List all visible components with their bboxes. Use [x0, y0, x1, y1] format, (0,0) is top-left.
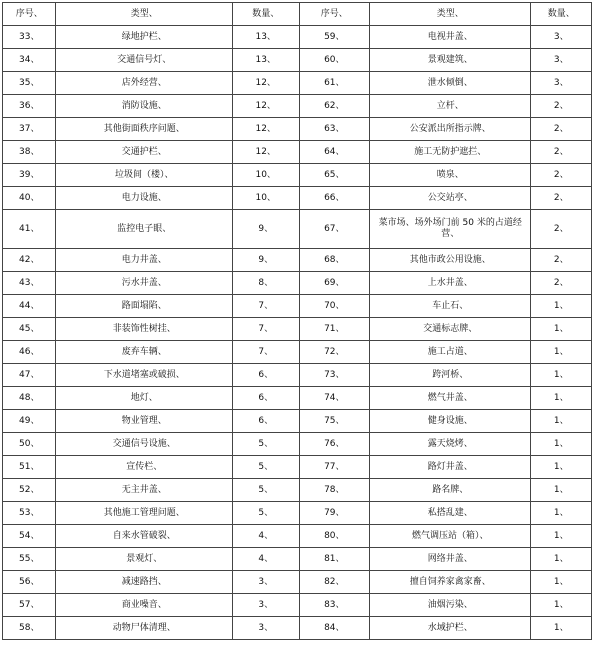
- cell-type-right: 施工无防护遮拦、: [370, 141, 531, 164]
- cell-quantity-right: 1、: [531, 594, 592, 617]
- cell-index-right: 75、: [299, 410, 370, 433]
- cell-quantity-right: 2、: [531, 95, 592, 118]
- cell-quantity-left: 5、: [232, 502, 299, 525]
- cell-index-right: 81、: [299, 548, 370, 571]
- table-row: [3, 272, 592, 295]
- table-row: [3, 210, 592, 249]
- cell-quantity-left: 9、: [232, 249, 299, 272]
- table-row: [3, 95, 592, 118]
- cell-type-right: 施工占道、: [370, 341, 531, 364]
- cell-quantity-right: 1、: [531, 525, 592, 548]
- cell-type-left: 废弃车辆、: [56, 341, 232, 364]
- cell-index-right: 76、: [299, 433, 370, 456]
- cell-quantity-left: 7、: [232, 341, 299, 364]
- cell-quantity-right: 1、: [531, 318, 592, 341]
- cell-index-right: 72、: [299, 341, 370, 364]
- cell-index-right: 82、: [299, 571, 370, 594]
- cell-quantity-left: 5、: [232, 456, 299, 479]
- cell-type-right: 泄水倾倒、: [370, 72, 531, 95]
- cell-index-left: 55、: [3, 548, 56, 571]
- cell-index-left: 37、: [3, 118, 56, 141]
- table-row: [3, 318, 592, 341]
- cell-quantity-left: 8、: [232, 272, 299, 295]
- table-row: [3, 410, 592, 433]
- cell-index-left: 47、: [3, 364, 56, 387]
- table-row: [3, 548, 592, 571]
- cell-type-right: 喷泉、: [370, 164, 531, 187]
- cell-index-right: 77、: [299, 456, 370, 479]
- cell-index-right: 66、: [299, 187, 370, 210]
- header-type-right: 类型、: [370, 3, 531, 26]
- cell-quantity-left: 6、: [232, 410, 299, 433]
- header-row: [3, 3, 592, 26]
- cell-index-left: 43、: [3, 272, 56, 295]
- table-row: [3, 433, 592, 456]
- cell-type-right: 健身设施、: [370, 410, 531, 433]
- cell-index-left: 35、: [3, 72, 56, 95]
- cell-quantity-right: 3、: [531, 72, 592, 95]
- statistics-table: [2, 2, 592, 640]
- cell-quantity-left: 12、: [232, 118, 299, 141]
- cell-type-right: 网络井盖、: [370, 548, 531, 571]
- table-row: [3, 187, 592, 210]
- header-index-right: 序号、: [299, 3, 370, 26]
- table-row: [3, 502, 592, 525]
- cell-quantity-left: 3、: [232, 594, 299, 617]
- cell-index-left: 38、: [3, 141, 56, 164]
- cell-type-left: 监控电子眼、: [56, 210, 232, 249]
- cell-index-right: 84、: [299, 617, 370, 640]
- cell-type-left: 污水井盖、: [56, 272, 232, 295]
- cell-type-right: 交通标志牌、: [370, 318, 531, 341]
- cell-type-right: 擅自饲养家禽家畜、: [370, 571, 531, 594]
- cell-index-right: 62、: [299, 95, 370, 118]
- cell-quantity-left: 6、: [232, 364, 299, 387]
- cell-index-left: 46、: [3, 341, 56, 364]
- cell-quantity-right: 2、: [531, 249, 592, 272]
- cell-type-right: 燃气井盖、: [370, 387, 531, 410]
- cell-type-right: 跨河桥、: [370, 364, 531, 387]
- cell-index-right: 78、: [299, 479, 370, 502]
- cell-type-left: 电力设施、: [56, 187, 232, 210]
- cell-quantity-left: 3、: [232, 617, 299, 640]
- cell-quantity-right: 1、: [531, 548, 592, 571]
- header-index-left: 序号、: [3, 3, 56, 26]
- cell-quantity-right: 2、: [531, 187, 592, 210]
- cell-type-left: 宣传栏、: [56, 456, 232, 479]
- cell-type-left: 垃圾间（楼）、: [56, 164, 232, 187]
- cell-quantity-right: 1、: [531, 502, 592, 525]
- cell-type-left: 消防设施、: [56, 95, 232, 118]
- cell-type-left: 交通护栏、: [56, 141, 232, 164]
- cell-type-right: 燃气调压站（箱）、: [370, 525, 531, 548]
- cell-quantity-left: 5、: [232, 433, 299, 456]
- cell-quantity-right: 3、: [531, 26, 592, 49]
- cell-type-left: 自来水管破裂、: [56, 525, 232, 548]
- table-row: [3, 571, 592, 594]
- cell-type-right: 车止石、: [370, 295, 531, 318]
- cell-quantity-right: 1、: [531, 433, 592, 456]
- cell-index-left: 40、: [3, 187, 56, 210]
- cell-index-left: 54、: [3, 525, 56, 548]
- cell-type-right: 露天烧烤、: [370, 433, 531, 456]
- cell-quantity-left: 6、: [232, 387, 299, 410]
- table-row: [3, 141, 592, 164]
- header-type-left: 类型、: [56, 3, 232, 26]
- cell-type-left: 无主井盖、: [56, 479, 232, 502]
- cell-index-right: 80、: [299, 525, 370, 548]
- cell-quantity-left: 3、: [232, 571, 299, 594]
- cell-quantity-right: 2、: [531, 164, 592, 187]
- cell-index-left: 33、: [3, 26, 56, 49]
- cell-type-left: 非装饰性树挂、: [56, 318, 232, 341]
- cell-index-right: 59、: [299, 26, 370, 49]
- cell-quantity-left: 13、: [232, 49, 299, 72]
- cell-quantity-right: 1、: [531, 479, 592, 502]
- cell-quantity-left: 12、: [232, 72, 299, 95]
- cell-index-left: 45、: [3, 318, 56, 341]
- table-row: [3, 118, 592, 141]
- table-row: [3, 249, 592, 272]
- cell-index-right: 60、: [299, 49, 370, 72]
- cell-quantity-right: 2、: [531, 118, 592, 141]
- cell-quantity-right: 1、: [531, 295, 592, 318]
- table-row: [3, 525, 592, 548]
- cell-type-right: 立杆、: [370, 95, 531, 118]
- cell-index-left: 41、: [3, 210, 56, 249]
- cell-type-left: 绿地护栏、: [56, 26, 232, 49]
- cell-index-right: 61、: [299, 72, 370, 95]
- cell-type-right: 路灯井盖、: [370, 456, 531, 479]
- table-row: [3, 164, 592, 187]
- cell-type-left: 电力井盖、: [56, 249, 232, 272]
- cell-index-right: 79、: [299, 502, 370, 525]
- cell-type-right: 公交站亭、: [370, 187, 531, 210]
- table-row: [3, 617, 592, 640]
- cell-type-left: 商业噪音、: [56, 594, 232, 617]
- cell-type-left: 店外经营、: [56, 72, 232, 95]
- cell-quantity-right: 2、: [531, 141, 592, 164]
- cell-quantity-left: 4、: [232, 525, 299, 548]
- cell-quantity-left: 4、: [232, 548, 299, 571]
- cell-index-left: 42、: [3, 249, 56, 272]
- cell-index-right: 63、: [299, 118, 370, 141]
- cell-quantity-left: 10、: [232, 187, 299, 210]
- cell-index-right: 69、: [299, 272, 370, 295]
- cell-type-right: 路名牌、: [370, 479, 531, 502]
- table-row: [3, 594, 592, 617]
- header-quantity-left: 数量、: [232, 3, 299, 26]
- cell-type-left: 物业管理、: [56, 410, 232, 433]
- cell-index-left: 36、: [3, 95, 56, 118]
- cell-type-left: 地灯、: [56, 387, 232, 410]
- table-row: [3, 295, 592, 318]
- cell-index-left: 50、: [3, 433, 56, 456]
- table-row: [3, 72, 592, 95]
- cell-index-right: 83、: [299, 594, 370, 617]
- cell-type-right: 其他市政公用设施、: [370, 249, 531, 272]
- cell-index-left: 34、: [3, 49, 56, 72]
- cell-index-left: 53、: [3, 502, 56, 525]
- cell-quantity-right: 1、: [531, 341, 592, 364]
- cell-index-right: 71、: [299, 318, 370, 341]
- cell-index-right: 74、: [299, 387, 370, 410]
- cell-index-right: 70、: [299, 295, 370, 318]
- cell-type-right: 上水井盖、: [370, 272, 531, 295]
- cell-index-left: 39、: [3, 164, 56, 187]
- cell-index-left: 58、: [3, 617, 56, 640]
- cell-type-right: 私搭乱建、: [370, 502, 531, 525]
- table-row: [3, 49, 592, 72]
- cell-type-left: 下水道堵塞或破损、: [56, 364, 232, 387]
- cell-quantity-right: 1、: [531, 456, 592, 479]
- cell-quantity-left: 12、: [232, 141, 299, 164]
- cell-type-left: 其他施工管理问题、: [56, 502, 232, 525]
- cell-index-right: 68、: [299, 249, 370, 272]
- table-body: [3, 26, 592, 640]
- cell-index-left: 52、: [3, 479, 56, 502]
- cell-quantity-right: 1、: [531, 364, 592, 387]
- cell-index-right: 65、: [299, 164, 370, 187]
- cell-quantity-left: 12、: [232, 95, 299, 118]
- table-row: [3, 341, 592, 364]
- table-row: [3, 456, 592, 479]
- cell-index-left: 57、: [3, 594, 56, 617]
- cell-type-right: 电视井盖、: [370, 26, 531, 49]
- cell-type-left: 景观灯、: [56, 548, 232, 571]
- table-row: [3, 387, 592, 410]
- cell-quantity-left: 7、: [232, 318, 299, 341]
- table-row: [3, 26, 592, 49]
- cell-type-right: 水域护栏、: [370, 617, 531, 640]
- cell-quantity-right: 3、: [531, 49, 592, 72]
- cell-type-left: 交通信号灯、: [56, 49, 232, 72]
- cell-quantity-right: 1、: [531, 410, 592, 433]
- cell-quantity-right: 2、: [531, 272, 592, 295]
- cell-type-left: 路面塌陷、: [56, 295, 232, 318]
- cell-quantity-right: 1、: [531, 571, 592, 594]
- cell-type-right: 景观建筑、: [370, 49, 531, 72]
- cell-type-left: 其他街面秩序问题、: [56, 118, 232, 141]
- table-row: [3, 479, 592, 502]
- cell-index-right: 73、: [299, 364, 370, 387]
- cell-index-left: 56、: [3, 571, 56, 594]
- cell-type-left: 减速路挡、: [56, 571, 232, 594]
- cell-quantity-left: 10、: [232, 164, 299, 187]
- cell-quantity-right: 2、: [531, 210, 592, 249]
- cell-index-right: 67、: [299, 210, 370, 249]
- cell-index-left: 48、: [3, 387, 56, 410]
- cell-quantity-right: 1、: [531, 387, 592, 410]
- cell-index-left: 44、: [3, 295, 56, 318]
- table-row: [3, 364, 592, 387]
- header-quantity-right: 数量、: [531, 3, 592, 26]
- cell-type-right: 公安派出所指示牌、: [370, 118, 531, 141]
- cell-index-left: 49、: [3, 410, 56, 433]
- cell-index-left: 51、: [3, 456, 56, 479]
- cell-quantity-left: 13、: [232, 26, 299, 49]
- cell-quantity-right: 1、: [531, 617, 592, 640]
- cell-type-left: 动物尸体清理、: [56, 617, 232, 640]
- cell-quantity-left: 9、: [232, 210, 299, 249]
- cell-quantity-left: 5、: [232, 479, 299, 502]
- cell-type-left: 交通信号设施、: [56, 433, 232, 456]
- cell-type-right: 菜市场、场外场门前 50 米的占道经营、: [370, 210, 531, 249]
- cell-index-right: 64、: [299, 141, 370, 164]
- cell-quantity-left: 7、: [232, 295, 299, 318]
- cell-type-right: 油烟污染、: [370, 594, 531, 617]
